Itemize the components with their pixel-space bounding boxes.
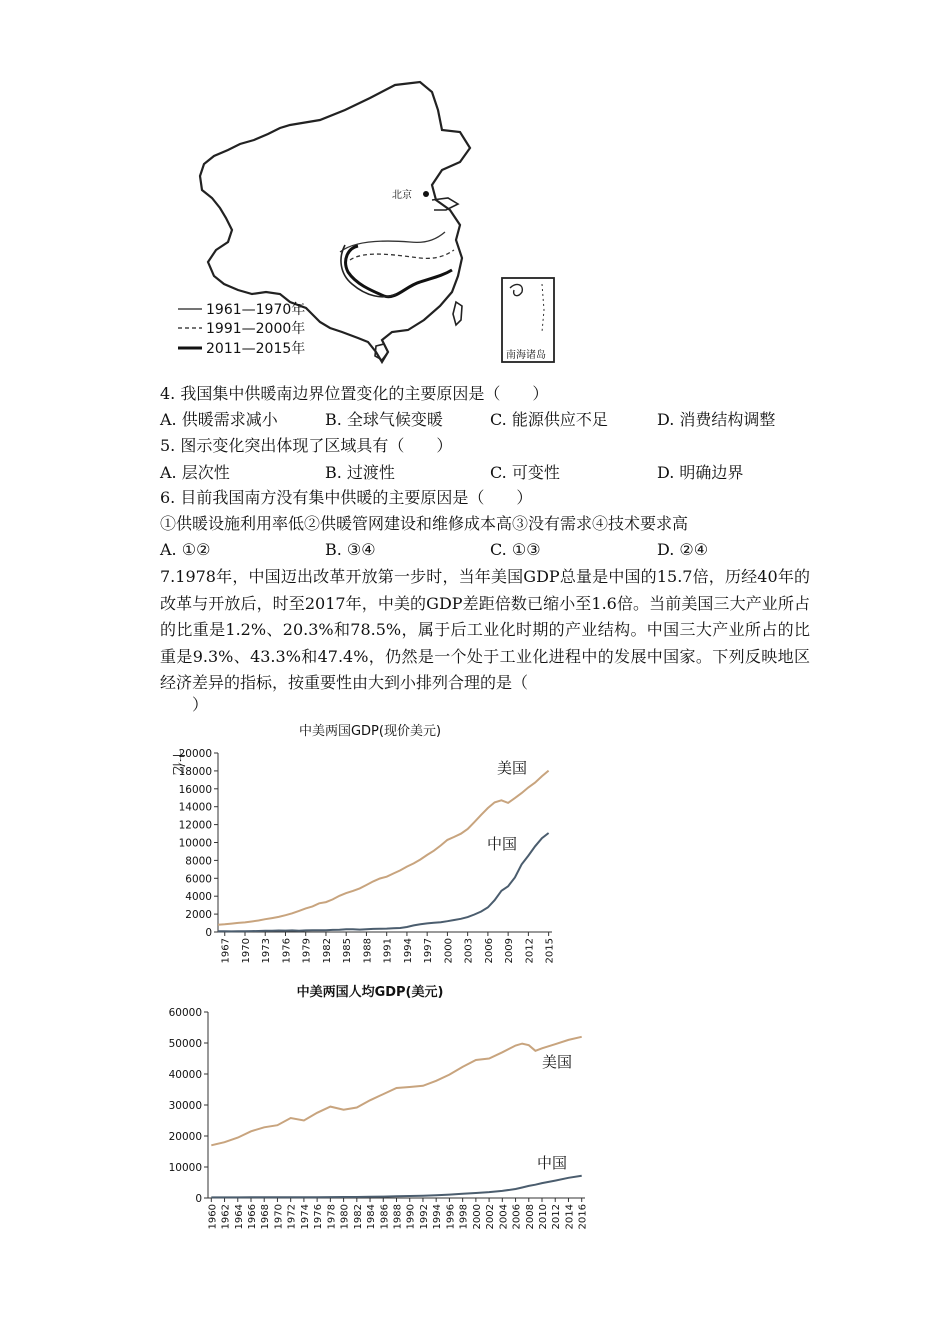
x-tick-label: 1960: [207, 1204, 219, 1230]
beijing-dot: [423, 191, 429, 197]
x-tick-label: 1990: [405, 1204, 417, 1230]
q6-option-b[interactable]: B. ③④: [325, 540, 376, 559]
boundary-1991-2000: [350, 250, 454, 260]
boundary-2011-2015: [346, 246, 452, 297]
q7-close: ）: [160, 695, 209, 714]
x-tick-label: 1976: [281, 938, 293, 964]
y-axis-label: 十亿: [170, 748, 185, 776]
series-line-usa: [211, 1037, 581, 1146]
x-tick-label: 2012: [524, 938, 536, 964]
q4-stem: 4. 我国集中供暖南边界位置变化的主要原因是（ ）: [160, 384, 549, 403]
x-tick-label: 1970: [273, 1204, 285, 1230]
q7-text: 7.1978年，中国迈出改革开放第一步时，当年美国GDP总量是中国的15.7倍，历经40年的改革与开放后，时至2017年，中美的GDP差距倍数已缩小至1.6倍。当前美国三大产业所占的比重是1.2%、20.3%和78.5%，属于后工业化时期的产业结构。中国三大产业所占的比重是9.3%、43.3%和47.4%，仍然是一个处于工业化进程中的发展中国家。下列反映地区经济差异的指标，按重要性由大到小排列合理的是（: [160, 567, 810, 692]
x-tick-label: 1978: [326, 1204, 338, 1230]
q6-option-c[interactable]: C. ①③: [490, 540, 541, 559]
y-tick-label: 12000: [178, 819, 212, 832]
y-tick-label: 10000: [168, 1162, 202, 1174]
x-tick-label: 1964: [233, 1204, 245, 1230]
x-tick-label: 2012: [551, 1204, 563, 1230]
legend-2011-2015: 2011—2015年: [206, 341, 306, 357]
series-line-china: [211, 1176, 581, 1198]
x-tick-label: 2009: [504, 938, 516, 964]
x-tick-label: 1988: [392, 1204, 404, 1230]
x-tick-label: 2003: [463, 938, 475, 964]
chart-title: 中美两国GDP(现价美元): [298, 724, 442, 739]
x-tick-label: 2015: [544, 938, 556, 964]
x-tick-label: 1967: [220, 938, 232, 964]
x-tick-label: 2000: [443, 938, 455, 964]
gdp-per-capita-chart: [160, 984, 600, 1232]
q5-option-c[interactable]: C. 可变性: [490, 463, 560, 482]
x-tick-label: 1976: [313, 1204, 325, 1230]
legend-1991-2000: 1991—2000年: [206, 321, 306, 337]
gdp-chart-svg: [160, 718, 600, 980]
y-tick-label: 0: [195, 1193, 202, 1205]
q6-option-a[interactable]: A. ①②: [160, 540, 211, 559]
q6-statement: ①供暖设施利用率低②供暖管网建设和维修成本高③没有需求④技术要求高: [160, 514, 689, 533]
x-tick-label: 1979: [301, 938, 313, 964]
x-tick-label: 1973: [261, 938, 273, 964]
x-tick-label: 1986: [379, 1204, 391, 1230]
x-tick-label: 1972: [286, 1204, 298, 1230]
x-tick-label: 2008: [524, 1204, 536, 1230]
series-annotation-china: 中国: [487, 835, 518, 853]
y-tick-label: 10000: [178, 837, 212, 850]
y-tick-label: 30000: [168, 1100, 202, 1112]
q5-stem: 5. 图示变化突出体现了区域具有（ ）: [160, 436, 453, 455]
y-tick-label: 16000: [178, 783, 212, 796]
y-tick-label: 4000: [185, 891, 212, 904]
x-tick-label: 2014: [564, 1204, 576, 1230]
china-map: [170, 70, 590, 370]
x-tick-label: 1980: [339, 1204, 351, 1230]
y-tick-label: 20000: [178, 748, 212, 760]
q5-option-b[interactable]: B. 过渡性: [325, 463, 395, 482]
chart-title: 中美两国人均GDP(美元): [296, 985, 444, 1000]
y-tick-label: 2000: [185, 909, 212, 922]
x-tick-label: 2002: [485, 1204, 497, 1230]
y-tick-label: 50000: [168, 1038, 202, 1050]
x-tick-label: 1962: [220, 1204, 232, 1230]
q4-option-c[interactable]: C. 能源供应不足: [490, 410, 608, 429]
series-annotation-china: 中国: [537, 1154, 568, 1172]
beijing-label: 北京: [392, 190, 412, 201]
x-tick-label: 1996: [445, 1204, 457, 1230]
taiwan-island: [453, 302, 462, 325]
y-tick-label: 60000: [168, 1007, 202, 1019]
x-tick-label: 2010: [538, 1204, 550, 1230]
x-tick-label: 1984: [366, 1204, 378, 1230]
q6-option-d[interactable]: D. ②④: [657, 540, 709, 559]
x-tick-label: 1991: [382, 938, 394, 964]
boundary-1961-1970: [340, 232, 445, 252]
q4-option-d[interactable]: D. 消费结构调整: [657, 410, 776, 429]
x-tick-label: 1982: [352, 1204, 364, 1230]
china-map-figure: [170, 70, 590, 370]
inset-label: 南海诸岛: [506, 350, 546, 361]
y-tick-label: 6000: [185, 873, 212, 886]
gdp-chart: [160, 718, 600, 980]
y-tick-label: 40000: [168, 1069, 202, 1081]
q4-option-b[interactable]: B. 全球气候变暖: [325, 410, 443, 429]
legend-1961-1970: 1961—1970年: [206, 302, 306, 318]
x-tick-label: 1968: [260, 1204, 272, 1230]
x-tick-label: 2006: [483, 938, 495, 964]
x-tick-label: 1982: [321, 938, 333, 964]
x-tick-label: 1998: [458, 1204, 470, 1230]
gdp-per-capita-chart-svg: [160, 984, 600, 1232]
x-tick-label: 1970: [240, 938, 252, 964]
y-tick-label: 14000: [178, 801, 212, 814]
x-tick-label: 1997: [423, 938, 435, 964]
q5-option-a[interactable]: A. 层次性: [160, 463, 230, 482]
x-tick-label: 1985: [342, 938, 354, 964]
x-tick-label: 1992: [418, 1204, 430, 1230]
x-tick-label: 1966: [246, 1204, 258, 1230]
q4-option-a[interactable]: A. 供暖需求减小: [160, 410, 278, 429]
y-tick-label: 8000: [185, 855, 212, 868]
y-tick-label: 0: [205, 927, 212, 939]
y-tick-label: 20000: [168, 1131, 202, 1143]
x-tick-label: 2016: [577, 1204, 589, 1230]
china-outline: [200, 82, 470, 362]
q5-option-d[interactable]: D. 明确边界: [657, 463, 744, 482]
x-tick-label: 2006: [511, 1204, 523, 1230]
series-annotation-usa: 美国: [542, 1053, 573, 1071]
x-tick-label: 1988: [362, 938, 374, 964]
x-tick-label: 1994: [402, 938, 414, 964]
x-tick-label: 1974: [299, 1204, 311, 1230]
x-tick-label: 2004: [498, 1204, 510, 1230]
q6-stem: 6. 目前我国南方没有集中供暖的主要原因是（ ）: [160, 488, 533, 507]
y-tick-label: 18000: [178, 765, 212, 778]
x-tick-label: 1994: [432, 1204, 444, 1230]
series-annotation-usa: 美国: [497, 759, 528, 777]
x-tick-label: 2000: [471, 1204, 483, 1230]
